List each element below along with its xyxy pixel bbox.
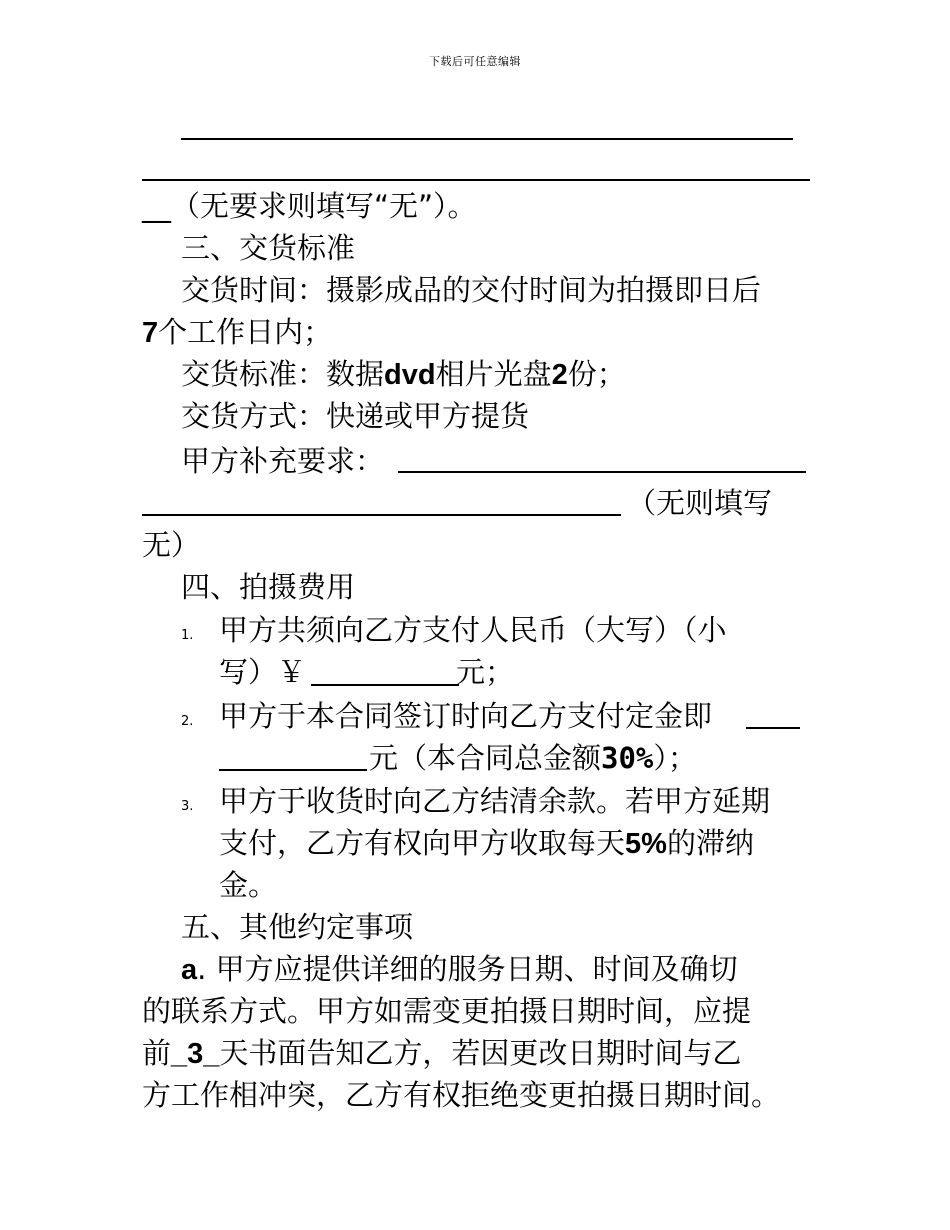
deposit-note-end: ）； [653, 741, 697, 775]
delivery-time-line2 [142, 312, 332, 353]
deposit-blank-1 [746, 727, 800, 729]
section-4-title: 四、拍摄费用 [181, 570, 356, 604]
clause-a-text: . 甲方应提供详细的服务日期、时间及确切 [197, 952, 738, 986]
late-fee-text: 支付，乙方有权向甲方收取每天 [219, 826, 626, 860]
extra-requirements-note: （无则填写 [627, 486, 773, 520]
fee-item-3-line2 [219, 823, 754, 864]
late-fee-text-end: 的滞纳 [666, 826, 754, 860]
fee-item-3-line1: 甲方于收货时向乙方结清余款。若甲方延期 [219, 784, 771, 818]
blank-fill-line [181, 138, 793, 140]
section-5-title: 五、其他约定事项 [181, 910, 414, 944]
clause-a-notice-text: 天书面告知乙方，若因更改日期时间与乙 [219, 1036, 742, 1070]
clause-a-line2: 的联系方式。甲方如需变更拍摄日期时间，应提 [142, 994, 752, 1028]
clause-a-label: a [181, 954, 198, 986]
delivery-time-line1: 交货时间：摄影成品的交付时间为拍摄即日后 [181, 273, 762, 307]
clause-a-advance: 前 [142, 1036, 172, 1070]
delivery-standard-label: 交货标准：数据 [181, 357, 385, 391]
clause-a-line3 [142, 1033, 741, 1074]
notice-days: _3_ [171, 1038, 220, 1070]
fill-note: __（无要求则填写“无”）。 [142, 189, 477, 223]
section-3-title: 三、交货标准 [181, 231, 356, 265]
blank-fill-line [142, 179, 810, 181]
fee-item-2-line2 [219, 738, 697, 778]
fee-item-2-line1: 甲方于本合同签订时向乙方支付定金即 [219, 699, 713, 733]
extra-requirements-blank-2 [142, 514, 621, 516]
list-number-1: 1. [181, 628, 194, 643]
late-fee-percent: 5% [625, 828, 667, 860]
fee-item-3-line3: 金。 [219, 868, 278, 902]
clause-a-line1 [181, 949, 738, 990]
fee-unit: 元； [456, 655, 515, 689]
delivery-time-text: 个工作日内； [158, 315, 333, 349]
fee-amount-blank [311, 684, 459, 686]
deposit-note: 元（本合同总金额 [369, 741, 602, 775]
extra-requirements-label: 甲方补充要求： [181, 444, 385, 478]
disc-count: 2 [551, 359, 568, 391]
fee-item-1-line1: 甲方共须向乙方支付人民币（大写）（小 [219, 613, 727, 647]
list-number-3: 3. [181, 799, 194, 814]
disc-text: 相片光盘 [435, 357, 552, 391]
page-header: 下载后可任意编辑 [429, 55, 521, 68]
list-number-2: 2. [181, 714, 194, 729]
disc-unit: 份； [567, 357, 626, 391]
dvd-text: dvd [384, 359, 436, 391]
delivery-days: 7 [142, 317, 159, 349]
deposit-percent: 30% [601, 741, 654, 775]
extra-requirements-blank-1 [398, 471, 806, 473]
fee-lowercase-label: 写）￥ [219, 655, 307, 689]
fee-item-1-line2 [219, 652, 514, 692]
clause-a-line4: 方工作相冲突，乙方有权拒绝变更拍摄日期时间。 [142, 1078, 781, 1112]
delivery-standard [181, 354, 626, 395]
delivery-method: 交货方式：快递或甲方提货 [181, 399, 530, 433]
extra-requirements-note-end: 无） [142, 528, 201, 562]
deposit-blank-2 [219, 769, 367, 771]
